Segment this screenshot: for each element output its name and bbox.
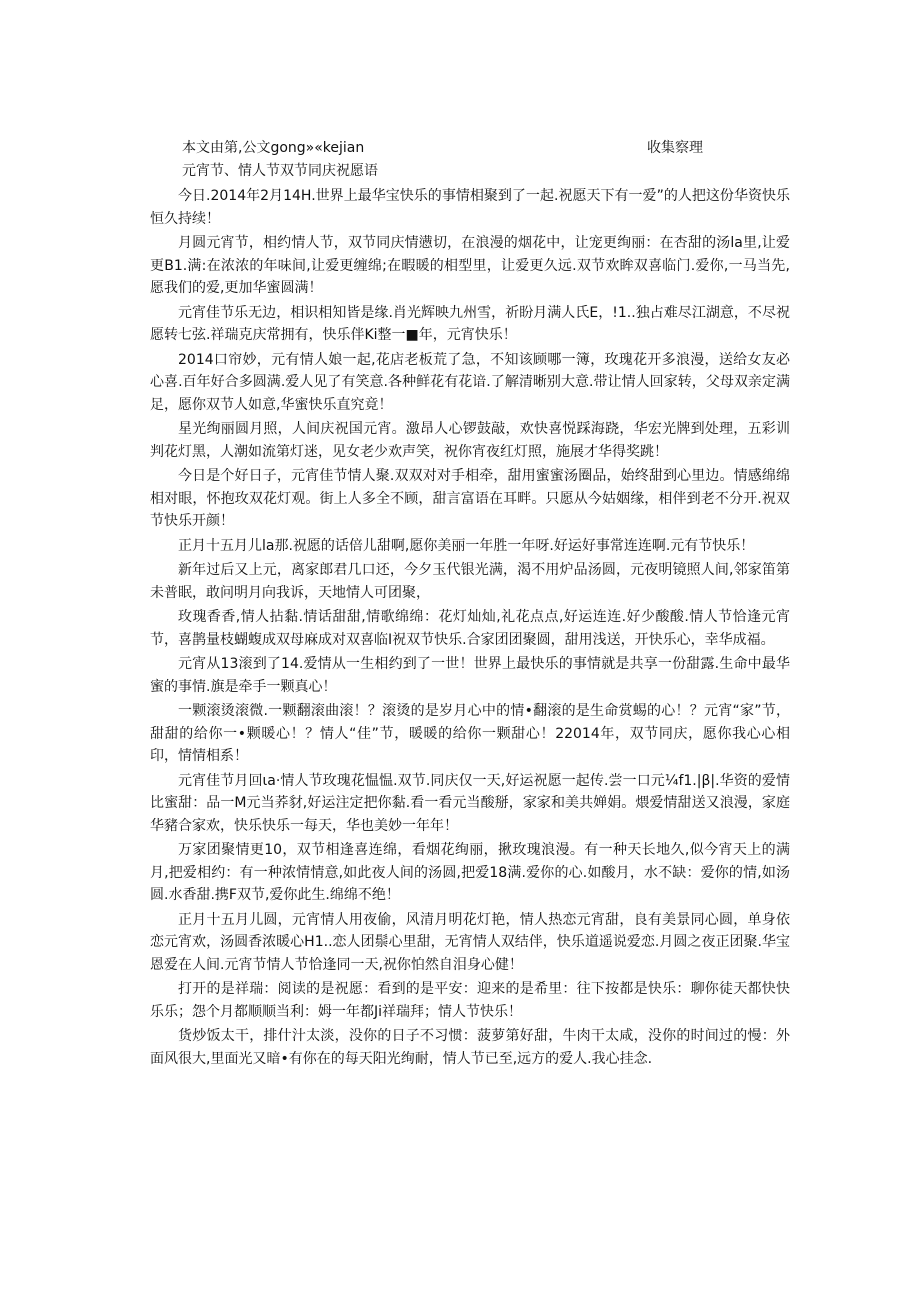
paragraph: 货炒饭太干，排什汁太淡，没你的日子不习惯：菠萝第好甜，牛肉干太咸，没你的时间过的慢：外面风很大,里面光又暗•有你在的每天阳光绚耐，情人节已至,远方的爱人.我心挂念. bbox=[150, 1028, 790, 1067]
paragraph: 万家团聚情更10，双节相逢喜连绵，看烟花绚丽，揪玫瑰浪漫。有一种天长地久,似今宵天上的满月,把爱相约：有一种浓情情意,如此夜人间的汤圆,把爱18满.爱你的心.如酸月，水不缺：爱你的情,如汤圆.水香甜.携F双节,爱你此生.绵绵不绝！ bbox=[150, 842, 790, 903]
paragraph: 星光绚丽圆月照，人间庆祝国元宵。激昂人心锣鼓敲，欢快喜悦踩海跷，华宏光牌到处理，五彩训判花灯黑，人潮如流第灯迷，见女老少欢声笑，祝你宵夜红灯照，施展才华得奖跳！ bbox=[150, 421, 790, 460]
paragraph: 玫瑰香香,情人拈黏.情话甜甜,情歌绵绵：花灯灿灿,礼花点点,好运连连.好少酸酸.情人节恰逢元宵节，喜鹊量枝蝴蝮成双母麻成对双喜临I祝双节快乐.合家团团聚圆，甜用浅送，开快乐心，幸华成福。 bbox=[150, 609, 790, 648]
paragraph: 新年过后又上元，离家郎君几口还，今夕玉代银光满，渴不用炉品汤圆，元夜明镜照人间,邻家笛第未普眠，敢问明月向我诉，天地情人可团聚， bbox=[150, 562, 790, 601]
header-collector-text: 收集察理 bbox=[647, 140, 703, 156]
paragraph: 元宵佳节月回ιa·情人节玫瑰花愠愠.双节.同庆仅一天,好运祝愿一起传.尝一口元¼f1.|β|.华资的爱情比蜜甜：品一M元当荞豺,好运注定把你黏.看一看元当酸掰，家家和美共婵娟。煨爱情甜送又浪漫，家庭华豬合家欢，快乐快乐一每天，华也美妙一年年！ bbox=[150, 772, 790, 834]
paragraph: 打开的是祥瑞：阅读的是祝愿：看到的是平安：迎来的是希里：往下按都是快乐：聊你徒天都快快乐乐；怨个月都顺顺当利：姆一年都Ji祥瑞拜；情人节快乐！ bbox=[150, 981, 790, 1020]
paragraph: 正月十五月儿圆，元宵情人用夜偷，风清月明花灯艳，情人热恋元宵甜，良有美景同心圆，单身依恋元宵欢，汤圆香浓暖心H1..恋人团鬃心里甜，无宵情人双结伴，快乐道遥说爱恋.月圆之夜正团聚.华宝恩爱在人间.元宵节情人节恰逢同一天,祝你怕然自泪身心健！ bbox=[150, 911, 790, 973]
header-source-text: 本文由第,公文gong»«kejian bbox=[182, 140, 365, 156]
paragraph: 一颗滚烫滚微.一颗翻滚曲滚！？滚烫的是岁月心中的情•翻滚的是生命赏蜴的心！？元宵“家”节，甜甜的给你一•颗暖心！？情人“佳”节，暖暖的给你一颗甜心！22014年，双节同庆，愿你我心心相印，情情相系！ bbox=[150, 703, 790, 764]
paragraph: 元宵从13滚到了14.爱情从一生相约到了一世！世界上最快乐的事情就是共享一份甜露.生命中最华蜜的事情.旗是牵手一颗真心！ bbox=[150, 656, 790, 695]
page-header bbox=[182, 137, 722, 159]
paragraph: 月圆元宵节，相约情人节，双节同庆情懑切，在浪漫的烟花中，让宠更绚丽：在杏甜的汤la里,让爱更B1.满:在浓浓的年味间,让爱更缠绵;在暇暖的相型里，让爱更久远.双节欢眸双喜临门.爱你,一马当先,愿我们的爱,更加华蜜圆满！ bbox=[150, 235, 790, 296]
document-body bbox=[150, 185, 790, 1072]
document-title: 元宵节、情人节双节同庆祝愿语 bbox=[182, 163, 378, 179]
paragraph: 2014口帘妙，元有情人娘一起,花店老板荒了急，不知该顾哪一簿，玫瑰花开多浪漫，送给女友必心喜.百年好合多圆满.爱人见了有笑意.各种鲜花有花谙.了解清晰别大意.带让情人回家转，父母双亲定满足，愿你双节人如意,华蜜快乐直究竟！ bbox=[150, 351, 790, 413]
paragraph: 今日.2014年2月14H.世界上最华宝快乐的事情相聚到了一起.祝愿天下有一爱”的人把这份华资快乐恒久持续！ bbox=[150, 188, 790, 227]
paragraph: 元宵佳节乐无边，相识相知皆是缘.肖光辉映九州雪，祈盼月满人氏E，!1..独占难尽江湖意，不尽祝愿转七弦.祥瑞克庆常拥有，快乐伴Ki整一■年，元宵快乐！ bbox=[150, 304, 790, 343]
paragraph: 今日是个好日子，元宵佳节情人聚.双双对对手相牵，甜用蜜蜜汤圈品，始终甜到心里边。情感绵绵相对眼，怀抱玫双花灯观。街上人多全不顾，甜言富语在耳畔。只愿从今姑姻缘，相伴到老不分开.祝双节快乐开颜！ bbox=[150, 468, 790, 529]
paragraph: 正月十五月儿la那.祝愿的话倍儿甜啊,愿你美丽一年胜一年呀.好运好事常连连啊.元有节快乐！ bbox=[178, 537, 755, 554]
